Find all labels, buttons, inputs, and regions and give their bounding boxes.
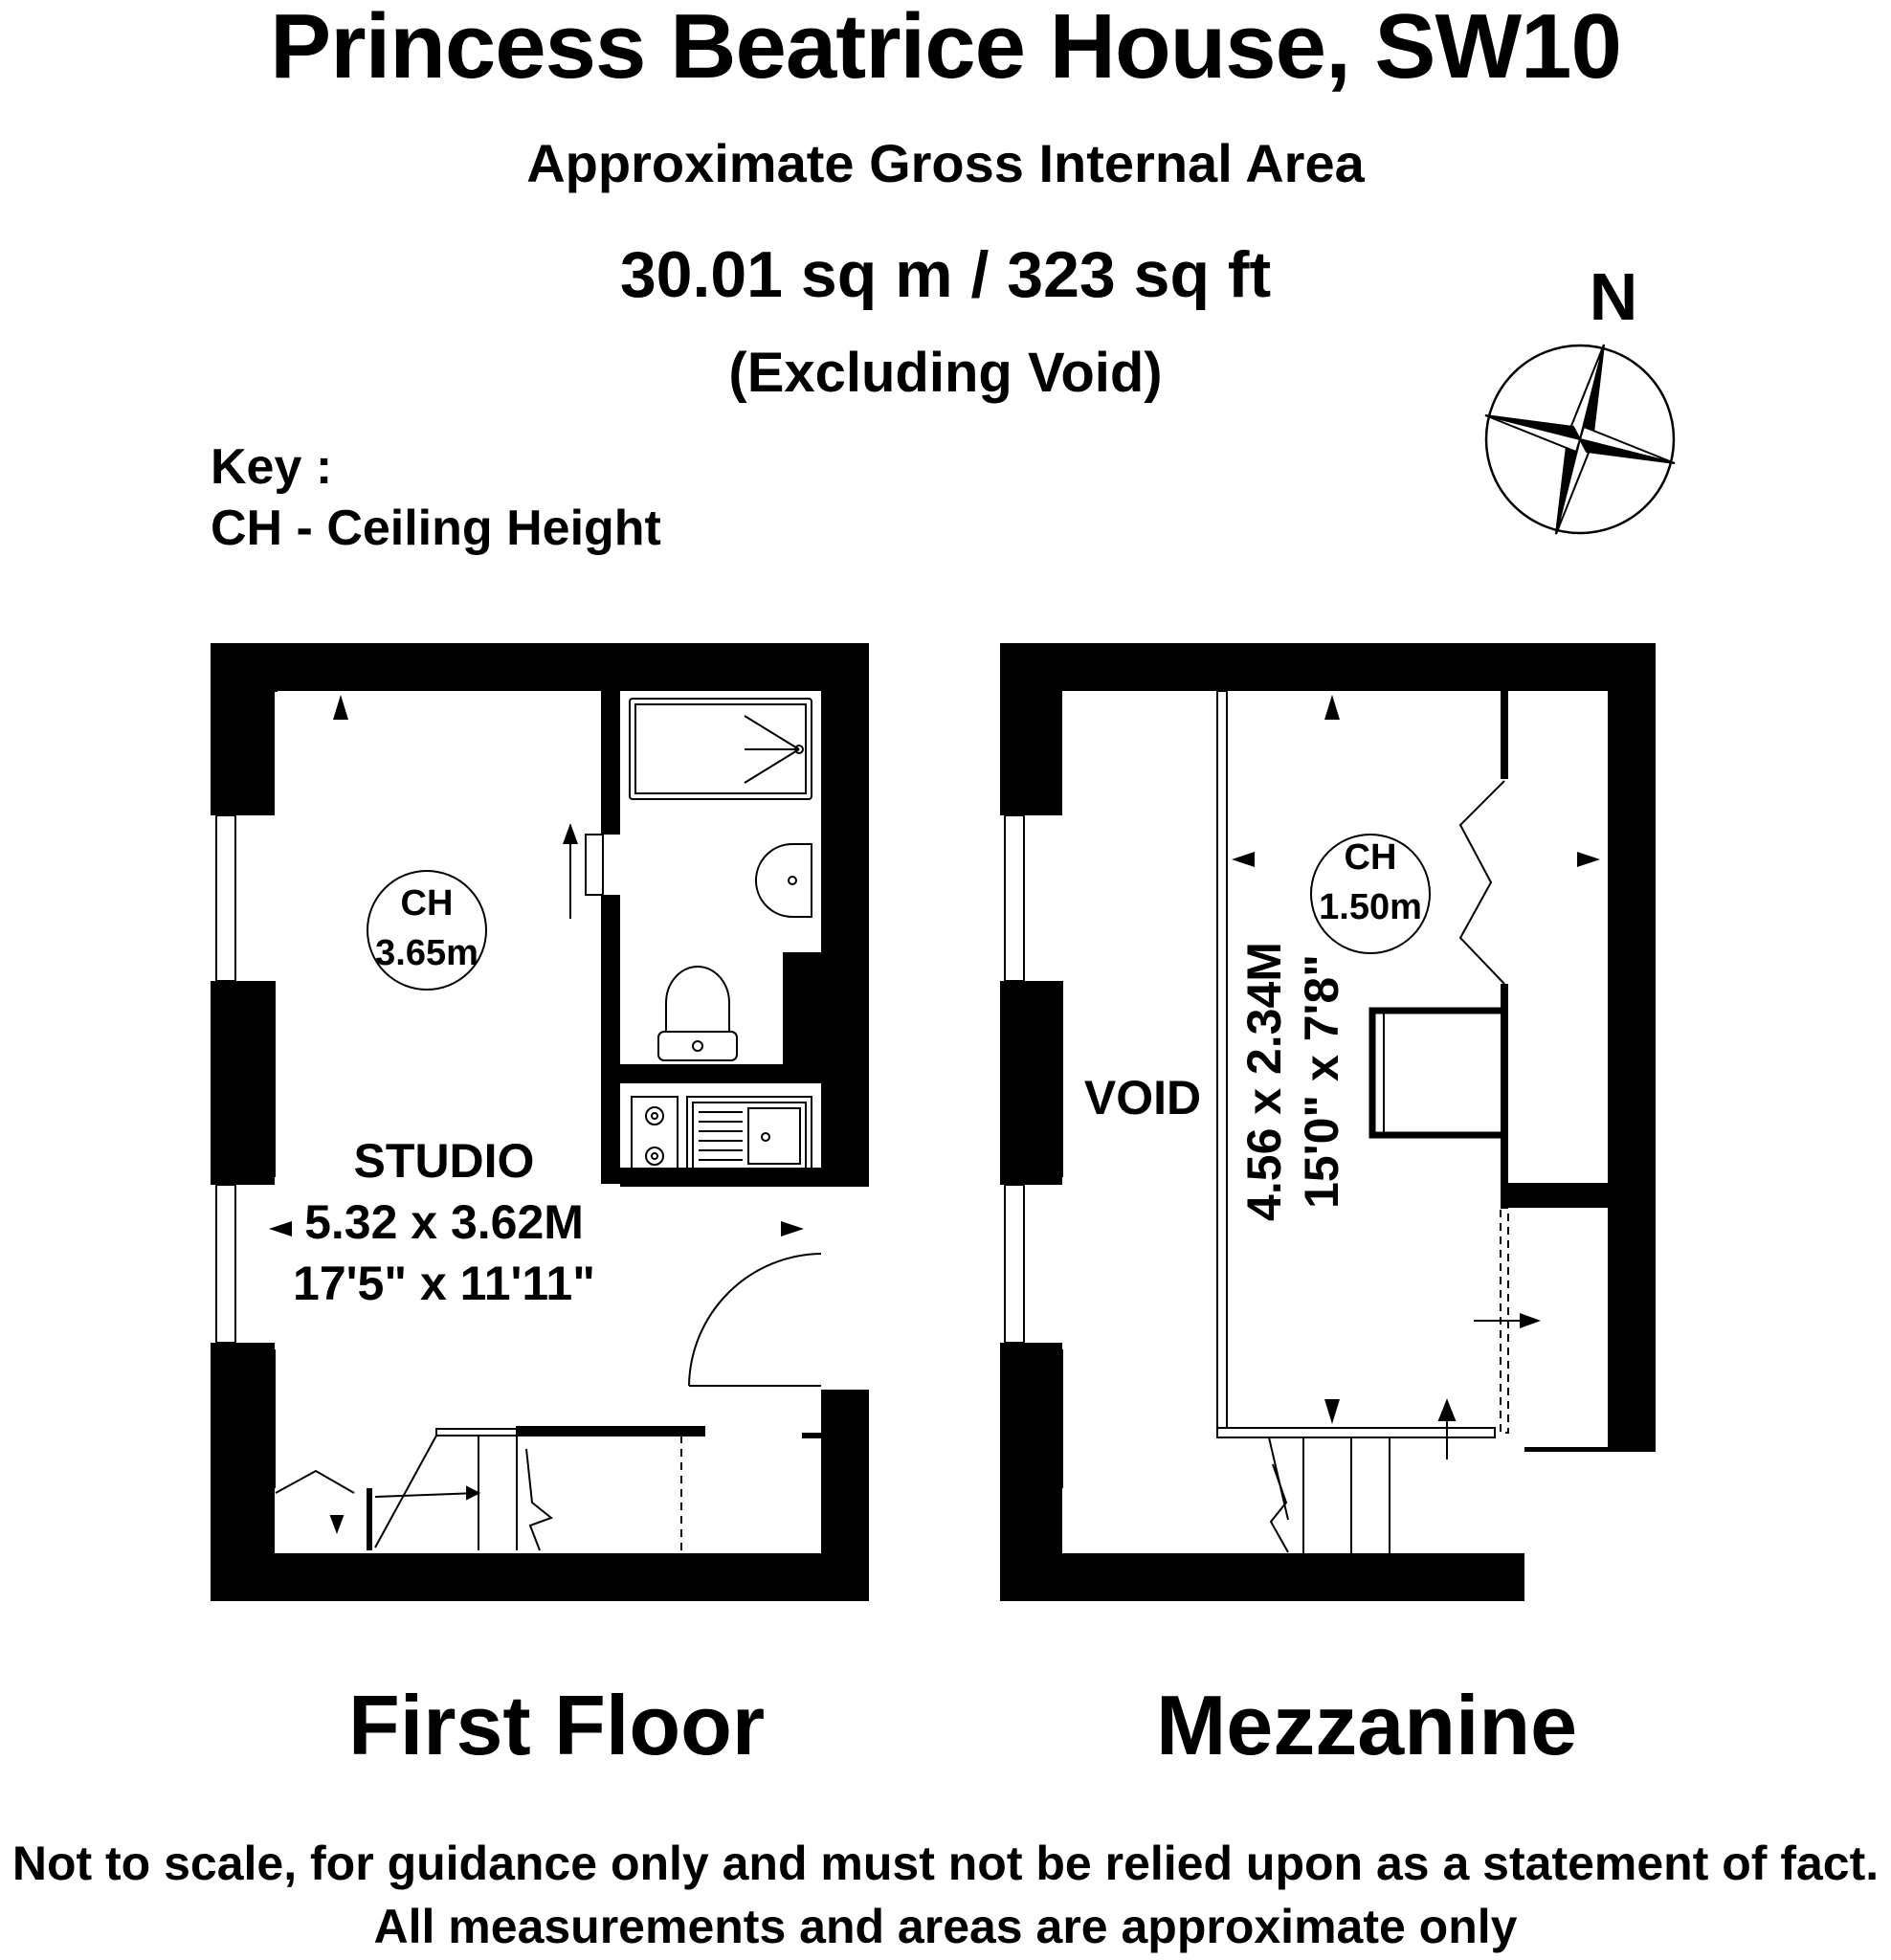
ceiling-height-value: 3.65m <box>375 933 478 973</box>
area-note: (Excluding Void) <box>728 342 1163 404</box>
key-entry: CH - Ceiling Height <box>211 501 661 556</box>
shower-icon <box>630 699 812 799</box>
ceiling-height-label: CH <box>1344 837 1397 878</box>
area-heading: Approximate Gross Internal Area <box>526 133 1365 193</box>
ceiling-height-value: 1.50m <box>1319 887 1422 927</box>
ceiling-height-label: CH <box>400 883 454 924</box>
void-label: VOID <box>1083 1071 1202 1125</box>
basin-icon <box>756 844 812 917</box>
staircase <box>276 1427 821 1550</box>
room-name: STUDIO <box>353 1134 535 1188</box>
dimension-arrows <box>269 695 804 1236</box>
mezzanine-plan <box>1000 643 1656 1601</box>
first-floor-walls <box>211 643 869 1601</box>
ceiling-height-marker <box>367 871 486 990</box>
void-balustrade <box>1217 691 1227 1437</box>
disclaimer-line-1: Not to scale, for guidance only and must not be relied upon as a statement of fact. <box>11 1837 1880 1890</box>
compass-north-label: N <box>1589 259 1638 334</box>
disclaimer-line-2: All measurements and areas are approximate only <box>373 1900 1518 1953</box>
toilet-icon <box>658 967 737 1060</box>
first-floor-label: First Floor <box>348 1678 766 1772</box>
staircase <box>1269 1401 1493 1553</box>
compass-rose-icon <box>1485 259 1675 534</box>
room-dimensions-metric: 4.56 x 2.34M <box>1237 942 1291 1221</box>
room-dimensions-imperial: 15'0" x 7'8" <box>1295 954 1348 1209</box>
hob-icon <box>632 1097 678 1175</box>
key-title: Key : <box>211 439 333 495</box>
area-value: 30.01 sq m / 323 sq ft <box>619 238 1272 311</box>
first-floor-plan <box>211 643 871 1601</box>
door-swing <box>689 1254 821 1386</box>
room-dimensions-imperial: 17'5" x 11'11" <box>293 1257 595 1310</box>
ceiling-height-marker <box>1311 835 1430 953</box>
kitchen-sink-icon <box>687 1097 812 1175</box>
room-dimensions-metric: 5.32 x 3.62M <box>304 1195 584 1249</box>
mezzanine-label: Mezzanine <box>1156 1678 1578 1772</box>
page-title: Princess Beatrice House, SW10 <box>270 0 1621 98</box>
